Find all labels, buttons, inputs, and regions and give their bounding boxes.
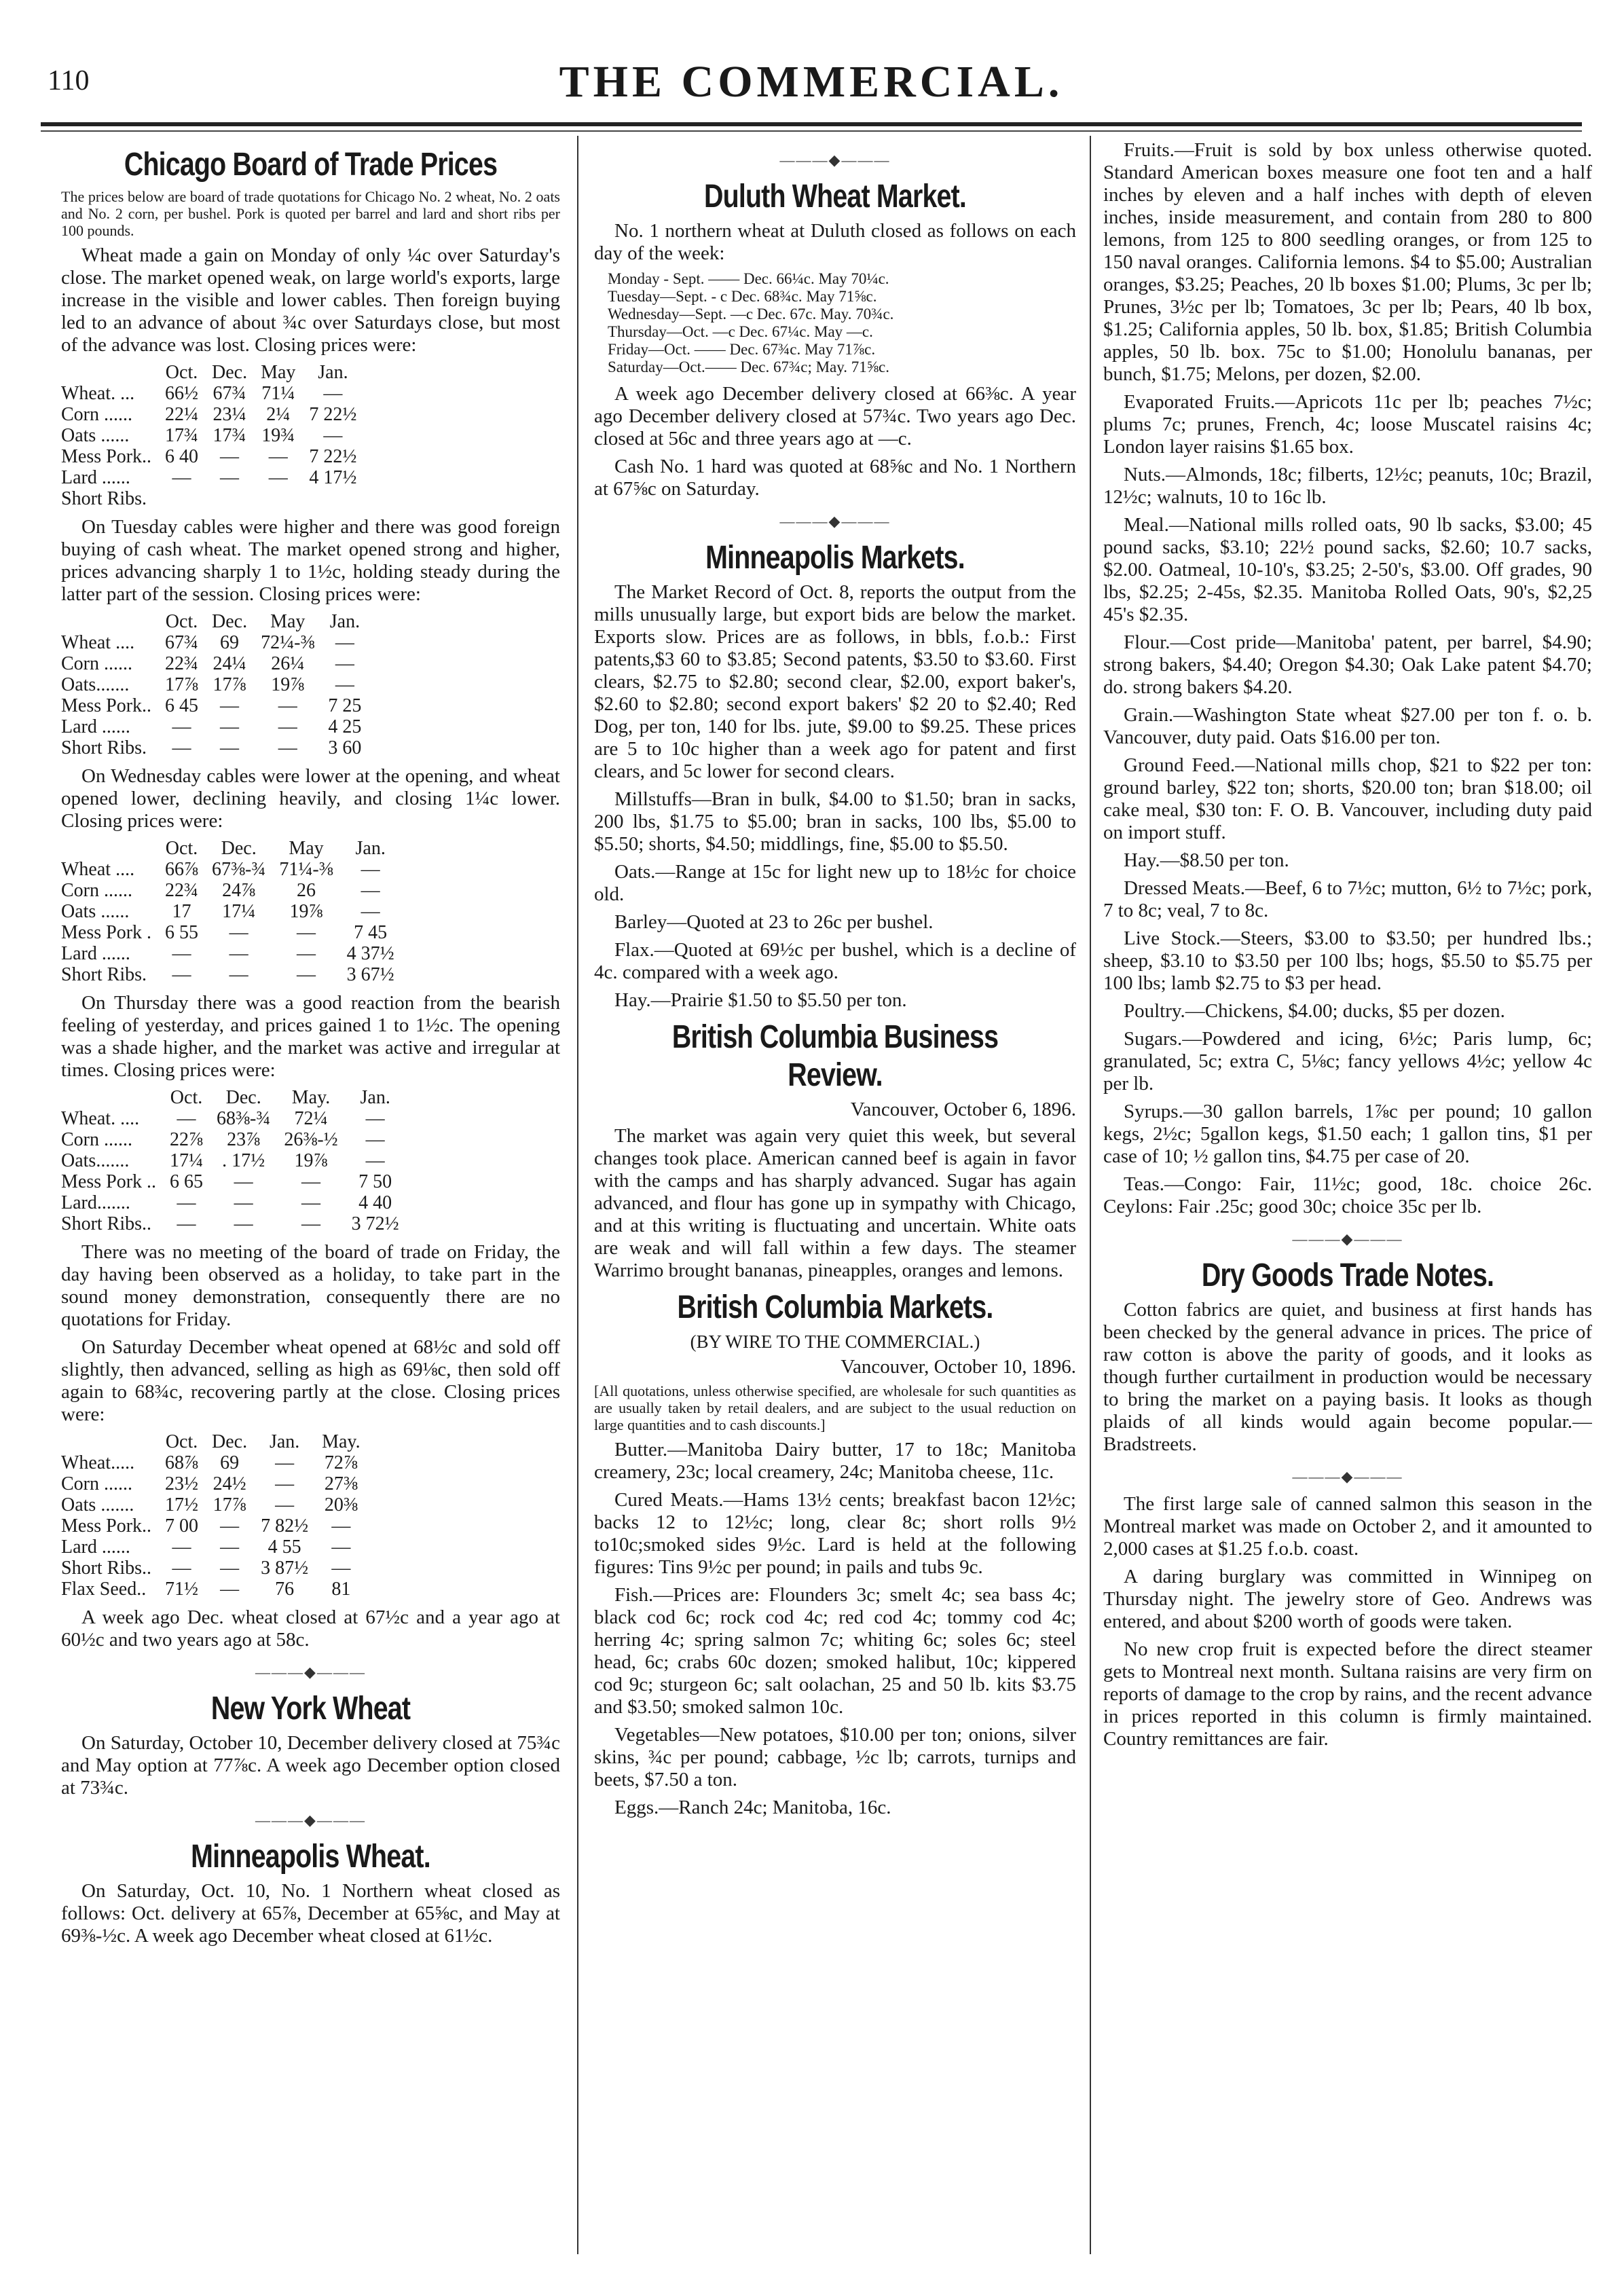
list-item: Monday - Sept. —— Dec. 66¼c. May 70¼c. <box>608 270 889 287</box>
price-cell: 17⅞ <box>165 674 199 695</box>
table-row <box>61 383 363 404</box>
column-header: Oct. <box>165 1431 198 1452</box>
bc-review-text: The market was again very quiet this week, but several changes took place. American canned beef is again in favor with the camps and has sharply advanced. Sugar has again advanced, and flour has gone up in sympathy with Chicago, and at this writing is fluctuating and uncertain. White oats are weak and will fall within a few days. The steamer Warrimo brought bananas, pineapples, oranges and lemons. <box>594 1125 1076 1281</box>
mpls-markets-p4: Barley—Quoted at 23 to 26c per bushel. <box>614 911 934 933</box>
table-row <box>61 425 363 446</box>
price-cell: — <box>331 1515 351 1537</box>
commodity-name: Oats....... <box>61 674 130 695</box>
bc-item-vegetables: Vegetables—New potatoes, $10.00 per ton; onions, silver skins, ¾c per pound; cabbage, ½c lb; carrots, turnips and beets, $7.50 a ton. <box>594 1724 1076 1790</box>
commodity-name: Corn ...... <box>61 404 132 425</box>
dry-goods-p4: No new crop fruit is expected before the direct steamer gets to Montreal next month. Sultana raisins are very firm on reports of damage to the crop by rains, and the recent advance in prices reported in this column is firmly maintained. Country remittances are fair. <box>1103 1638 1592 1750</box>
price-cell: — <box>331 1537 351 1558</box>
price-cell: — <box>278 716 297 737</box>
price-cell: 22¾ <box>165 880 199 901</box>
column-header: Oct. <box>165 362 198 383</box>
dry-goods-p1: Cotton fabrics are quiet, and business at first hands has been checked by the general advance in prices. The price of raw cotton is above the parity of goods, and it looks as though further curtailment in production would be necessary to bring the market on a paying basis. It looks as though plaids of all kinds would again become popular.—Bradstreets. <box>1103 1299 1592 1455</box>
price-cell: 17¼ <box>222 901 256 922</box>
chicago-tuesday: On Tuesday cables were higher and there was good foreign buying of cash wheat. The market opened strong and higher, prices advancing sharply 1 to 1½c, holding steady during the latter part of the session. Closing prices were: <box>61 516 560 605</box>
price-cell: 68⅜-¾ <box>217 1108 271 1129</box>
bc-item-ground-feed: Ground Feed.—National mills chop, $21 to $22 per ton: ground barley, $22 ton; shorts, $20.00 ton; bran $18.00; oil cake meal, $30 ton: F. O. B. Vancouver, including duty paid on import stuff. <box>1103 754 1592 843</box>
duluth-p1: A week ago December delivery closed at 66⅜c. A year ago December delivery closed at 57¾c. Two years ago Dec. closed at 56c and three years ago at —c. <box>594 383 1076 449</box>
commodity-name: Lard ...... <box>61 716 130 737</box>
price-cell: 17⅞ <box>213 674 246 695</box>
commodity-name: Short Ribs.. <box>61 1558 152 1579</box>
price-cell: — <box>297 943 316 964</box>
price-cell: 19⅞ <box>294 1150 328 1171</box>
price-cell: 23⅞ <box>227 1129 261 1150</box>
commodity-name: Lard ...... <box>61 1537 130 1558</box>
price-cell: 69 <box>220 632 240 653</box>
table-row <box>61 404 363 425</box>
table-row <box>61 880 401 901</box>
commodity-name: Short Ribs. <box>61 964 147 985</box>
table-row <box>61 922 401 943</box>
price-cell: — <box>335 674 354 695</box>
price-cell: — <box>172 943 191 964</box>
price-cell: 71¼ <box>261 383 295 404</box>
commodity-name: Oats ....... <box>61 1494 134 1515</box>
price-cell: — <box>234 1192 253 1213</box>
bc-item-live-stock: Live Stock.—Steers, $3.00 to $3.50; per hundred lbs.; sheep, $3.10 to $3.50 per 100 lbs; hogs, $5.50 to $5.75 per 100 lbs; lamb $2.75 to $3 per head. <box>1103 927 1592 994</box>
price-cell <box>158 488 205 509</box>
column-1 <box>61 139 560 2251</box>
price-cell: 17¾ <box>213 425 246 446</box>
price-cell: 4 25 <box>328 716 362 737</box>
bc-markets-note: [All quotations, unless otherwise specified, are wholesale for such quantities as are usually taken by retail dealers, and are subject to the usual reduction on large quantities and to cash discounts.] <box>594 1382 1076 1433</box>
price-cell: 17⅞ <box>213 1494 246 1515</box>
dry-goods-p2: The first large sale of canned salmon this season in the Montreal market was made on October 2, and it amounted to 2,000 cases at $1.25 f.o.b. coast. <box>1103 1493 1592 1560</box>
table-row <box>61 632 368 653</box>
price-cell: — <box>323 425 343 446</box>
price-cell: 71½ <box>165 1579 199 1600</box>
bc-review-title: British Columbia Business Review. <box>671 1019 999 1093</box>
price-cell: — <box>177 1108 196 1129</box>
commodity-name: Flax Seed.. <box>61 1579 147 1600</box>
price-cell: 71¼-⅜ <box>279 859 333 880</box>
column-header: Oct. <box>165 838 198 859</box>
bc-item-butter: Butter.—Manitoba Dairy butter, 17 to 18c; Manitoba creamery, 23c; local creamery, 24c; Manitoba cheese, 11c. <box>594 1439 1076 1483</box>
bc-item-meal: Meal.—National mills rolled oats, 90 lb sacks, $3.00; 45 pound sacks, $3.10; 22½ pound sacks, $2.60; 10.7 sacks, $2.00. Oatmeal, 10-10's, $3.25; 2-50's, $3.00. Off grades, 90 lbs, $2.25; 2-45s, $2.35. Manitoba Rolled Oats, 90's, $2,25 45's $2.35. <box>1103 514 1592 625</box>
chicago-monday: Wheat made a gain on Monday of only ¼c over Saturday's close. The market opened weak, on large world's exports, large increase in the visible and lower cables. Then foreign buying led to an advance of about ¾c over Saturdays close, but most of the advance was lost. Closing prices were: <box>61 244 560 356</box>
price-cell: 7 00 <box>165 1515 199 1537</box>
column-rule <box>1090 136 1091 2254</box>
price-cell: 4 17½ <box>309 467 357 488</box>
price-cell: — <box>220 737 240 758</box>
table-row <box>61 1192 406 1213</box>
chicago-wednesday: On Wednesday cables were lower at the opening, and wheat opened lower, declining heavily, and closing 1¼c lower. Closing prices were: <box>61 765 560 832</box>
table-row <box>61 446 363 467</box>
commodity-name: Oats....... <box>61 1150 130 1171</box>
price-cell: — <box>172 716 191 737</box>
price-cell: — <box>172 467 191 488</box>
price-cell: — <box>301 1213 320 1234</box>
price-cell <box>302 488 363 509</box>
chicago-end: A week ago Dec. wheat closed at 67½c and a year ago at 60½c and two years ago at 58c. <box>61 1606 560 1651</box>
price-cell: 24⅞ <box>222 880 256 901</box>
commodity-name: Corn ...... <box>61 880 132 901</box>
column-header: Dec. <box>225 1087 261 1108</box>
bc-item-fish: Fish.—Prices are: Flounders 3c; smelt 4c; sea bass 4c; black cod 6c; rock cod 4c; red cod 4c; tommy cod 4c; herring 4c; spring salmon 7c; whiting 6c; soles 6c; steel head, 6c; crabs 60c dozen; smoked halibut, 10c; kippered cod 9c; sturgeon 6c; salt oolachan, 25 and 50 lb. kits $3.75 and $3.50; smoked salmon 10c. <box>594 1584 1076 1718</box>
column-header <box>61 611 158 632</box>
price-cell: 3 72½ <box>351 1213 399 1234</box>
price-cell: — <box>268 446 288 467</box>
column-header: Oct. <box>165 611 198 632</box>
price-cell: — <box>234 1171 253 1192</box>
column-header: Jan. <box>329 611 361 632</box>
price-table-thursday <box>61 1087 406 1234</box>
list-item: Tuesday—Sept. - c Dec. 68¾c. May 71⅝c. <box>608 288 877 305</box>
column-header: Jan. <box>355 838 386 859</box>
price-cell: 19⅞ <box>289 901 323 922</box>
price-cell: — <box>220 716 240 737</box>
price-cell: — <box>172 1537 191 1558</box>
price-cell: — <box>361 880 380 901</box>
price-cell: 6 40 <box>165 446 199 467</box>
price-cell: — <box>220 1579 240 1600</box>
section-divider: ———◆——— <box>255 1663 366 1680</box>
price-cell: — <box>177 1192 196 1213</box>
duluth-intro: No. 1 northern wheat at Duluth closed as follows on each day of the week: <box>594 220 1076 264</box>
section-divider: ———◆——— <box>779 513 891 530</box>
price-cell: — <box>220 1537 240 1558</box>
commodity-name: Lard....... <box>61 1192 130 1213</box>
mpls-markets-p3: Oats.—Range at 15c for light new up to 18½c for choice old. <box>594 861 1076 905</box>
column-header: Jan. <box>318 362 348 383</box>
price-cell: 7 22½ <box>309 404 357 425</box>
price-cell: — <box>335 653 354 674</box>
price-cell: 3 60 <box>328 737 362 758</box>
table-row <box>61 1129 406 1150</box>
table-row <box>61 674 368 695</box>
list-item: Saturday—Oct.—— Dec. 67¾c; May. 71⅝c. <box>608 358 889 375</box>
table-row <box>61 964 401 985</box>
price-cell: — <box>172 737 191 758</box>
column-header: Dec. <box>212 362 248 383</box>
price-cell: 3 87½ <box>261 1558 309 1579</box>
price-cell: — <box>275 1494 295 1515</box>
column-header <box>61 1431 158 1452</box>
column-header: May. <box>291 1087 331 1108</box>
price-cell: 19¾ <box>261 425 295 446</box>
commodity-name: Wheat..... <box>61 1452 135 1473</box>
list-item: Thursday—Oct. —c Dec. 67¼c. May —c. <box>608 323 873 340</box>
price-cell: 4 37½ <box>346 943 394 964</box>
commodity-name: Corn ...... <box>61 653 132 674</box>
price-cell: — <box>365 1129 385 1150</box>
price-cell: 2¼ <box>266 404 291 425</box>
commodity-name: Short Ribs. <box>61 488 147 509</box>
price-cell: 17¾ <box>165 425 199 446</box>
commodity-name: Wheat .... <box>61 859 135 880</box>
price-cell: 27⅜ <box>324 1473 358 1494</box>
table-row <box>61 653 368 674</box>
price-cell: — <box>220 467 240 488</box>
page-number: 110 <box>48 65 90 96</box>
commodity-name: Wheat .... <box>61 632 135 653</box>
chicago-title: Chicago Board of Trade Prices <box>124 147 498 183</box>
price-cell: 67⅜-¾ <box>212 859 266 880</box>
bc-item-cured-meats: Cured Meats.—Hams 13½ cents; breakfast bacon 12½c; backs 12 to 12½c; long, clear 8c; short rolls 9½ to10c;smoked sides 9½c. Lard is held at the following figures: Tins 9½c per pound; in pails and tubs 9c. <box>594 1489 1076 1578</box>
price-cell: — <box>172 964 191 985</box>
price-cell: — <box>297 922 316 943</box>
price-cell: 22⅞ <box>170 1129 204 1150</box>
price-cell: — <box>335 632 354 653</box>
price-cell: — <box>278 737 297 758</box>
table-row <box>61 737 368 758</box>
table-row <box>61 1558 367 1579</box>
price-cell: — <box>177 1213 196 1234</box>
table-row <box>61 1171 406 1192</box>
price-cell: 26⅜-½ <box>284 1129 338 1150</box>
price-cell: 69 <box>220 1452 240 1473</box>
commodity-name: Lard ...... <box>61 467 130 488</box>
price-cell: 7 22½ <box>309 446 357 467</box>
column-3 <box>1103 139 1592 2251</box>
commodity-name: Oats ...... <box>61 901 130 922</box>
price-cell: 3 67½ <box>346 964 394 985</box>
price-cell: 72¼ <box>294 1108 328 1129</box>
column-header: Dec. <box>212 1431 248 1452</box>
table-header-row <box>61 1431 367 1452</box>
commodity-name: Mess Pork . <box>61 922 152 943</box>
table-row <box>61 1150 406 1171</box>
price-cell: 23½ <box>165 1473 199 1494</box>
price-cell: — <box>229 943 248 964</box>
table-header-row <box>61 362 363 383</box>
bc-item-dressed-meats: Dressed Meats.—Beef, 6 to 7½c; mutton, 6½ to 7½c; pork, 7 to 8c; veal, 7 to 8c. <box>1103 877 1592 921</box>
price-cell: 20⅜ <box>324 1494 358 1515</box>
price-cell: 24¼ <box>213 653 246 674</box>
price-cell: 72¼-⅜ <box>261 632 315 653</box>
price-cell: 7 25 <box>328 695 362 716</box>
mpls-markets-p1: The Market Record of Oct. 8, reports the output from the mills unusually large, but export bids are below the market. Exports slow. Prices are as follows, in bbls, f.o.b.: First patents,$3 60 to $3.85; Second patents, $3.50 to $3.60. First clears, $2.75 to $2.80; second clear, $2.00, export baker's, $2.60 to $2.80; second export bakers' $2 20 to $2.40; Red Dog, per ton, 140 for lbs. jute, $9.00 to $9.25. These prices are 5 to 10c higher than a week ago for patent and first clears, and 5c lower for second clears. <box>594 581 1076 782</box>
price-cell: — <box>220 695 240 716</box>
price-cell: 4 55 <box>267 1537 301 1558</box>
column-header: Jan. <box>269 1431 300 1452</box>
commodity-name: Oats ...... <box>61 425 130 446</box>
ny-wheat-title: New York Wheat <box>210 1691 411 1727</box>
bc-item-sugars: Sugars.—Powdered and icing, 6½c; Paris lump, 6c; granulated, 5c; extra C, 5⅛c; fancy yellows 4½c; yellow 4c per lb. <box>1103 1028 1592 1095</box>
column-2 <box>594 139 1076 2251</box>
commodity-name: Mess Pork.. <box>61 446 152 467</box>
bc-review-dateline: Vancouver, October 6, 1896. <box>850 1099 1076 1120</box>
mpls-markets-title: Minneapolis Markets. <box>705 540 965 576</box>
column-header: Dec. <box>212 611 248 632</box>
price-cell: 17¼ <box>170 1150 204 1171</box>
commodity-name: Short Ribs. <box>61 737 147 758</box>
price-cell: — <box>234 1213 253 1234</box>
mpls-markets-p6: Hay.—Prairie $1.50 to $5.50 per ton. <box>614 989 907 1011</box>
commodity-name: Short Ribs.. <box>61 1213 152 1234</box>
table-row <box>61 488 363 509</box>
price-cell: 23¼ <box>213 404 246 425</box>
price-cell: 76 <box>275 1579 295 1600</box>
price-cell: 17 <box>172 901 191 922</box>
price-cell: 68⅞ <box>165 1452 199 1473</box>
price-cell: — <box>275 1473 295 1494</box>
price-cell: — <box>275 1452 295 1473</box>
page-header <box>41 51 1582 132</box>
price-cell: — <box>297 964 316 985</box>
price-table-tuesday <box>61 611 368 758</box>
list-item: Wednesday—Sept. —c Dec. 67c. May. 70¾c. <box>608 306 894 323</box>
table-row <box>61 901 401 922</box>
bc-item-grain: Grain.—Washington State wheat $27.00 per ton f. o. b. Vancouver, duty paid. Oats $16.00 per ton. <box>1103 704 1592 748</box>
chicago-saturday: On Saturday December wheat opened at 68½c and sold off slightly, then advanced, selling as high as 69⅛c, then sold off again to 68¾c, recovering partly at the close. Closing prices were: <box>61 1336 560 1425</box>
list-item: Friday—Oct. —— Dec. 67¾c. May 71⅞c. <box>608 341 876 358</box>
price-cell: 81 <box>331 1579 351 1600</box>
table-row <box>61 695 368 716</box>
price-cell: 6 55 <box>165 922 199 943</box>
price-cell: 7 45 <box>354 922 388 943</box>
price-cell: 17½ <box>165 1494 199 1515</box>
table-row <box>61 716 368 737</box>
price-cell: 72⅞ <box>324 1452 358 1473</box>
price-cell: . 17½ <box>222 1150 265 1171</box>
section-divider: ———◆——— <box>1292 1230 1403 1247</box>
table-row <box>61 1515 367 1537</box>
price-cell: 7 82½ <box>261 1515 309 1537</box>
bc-item-teas: Teas.—Congo: Fair, 11½c; good, 18c. choice 26c. Ceylons: Fair .25c; good 30c; choice 35c per lb. <box>1103 1173 1592 1217</box>
bc-item-fruits: Fruits.—Fruit is sold by box unless otherwise quoted. Standard American boxes measure one foot ten and a half inches by eleven and a half inches with depth of eleven inches, inside measurement, and contain from 280 to 800 lemons, from 125 to 800 seedling oranges, or from 125 to 150 naval oranges. California lemons. $4 to $5.00; Australian oranges, $3.25; Peaches, 20 lb boxes $1.00; Plums, 3c per lb; Prunes, 3½c per lb; Tomatoes, 3c per lb; Pears, 40 lb box, $1.25; California apples, 50 lb. box, $1.85; British Columbia apples, 50 lb. box. 75c to $1.00; Honolulu bananas, per bunch, $1.75; Melons, per dozen, $2.00. <box>1103 139 1592 385</box>
column-header: May <box>289 838 324 859</box>
price-cell: 22¼ <box>165 404 199 425</box>
table-header-row <box>61 838 401 859</box>
price-table-wednesday <box>61 838 401 985</box>
commodity-name: Lard ...... <box>61 943 130 964</box>
table-row <box>61 943 401 964</box>
price-cell: — <box>172 1558 191 1579</box>
dry-goods-title: Dry Goods Trade Notes. <box>1201 1257 1494 1293</box>
price-cell: 6 65 <box>170 1171 204 1192</box>
column-rule <box>577 136 578 2254</box>
table-row <box>61 467 363 488</box>
price-cell: — <box>278 695 297 716</box>
price-cell: 26¼ <box>271 653 305 674</box>
price-cell: — <box>365 1108 385 1129</box>
bc-markets-dateline: Vancouver, October 10, 1896. <box>841 1356 1076 1378</box>
column-header: May <box>270 611 306 632</box>
section-divider: ———◆——— <box>1292 1468 1403 1485</box>
column-header: May <box>261 362 296 383</box>
price-cell: — <box>229 964 248 985</box>
table-header-row <box>61 611 368 632</box>
price-cell: — <box>220 446 240 467</box>
price-cell: 24½ <box>213 1473 246 1494</box>
column-header: May. <box>322 1431 361 1452</box>
price-cell <box>205 488 254 509</box>
dry-goods-p3: A daring burglary was committed in Winnipeg on Thursday night. The jewelry store of Geo. Andrews was entered, and about $200 worth of goods were taken. <box>1103 1566 1592 1632</box>
price-cell <box>254 488 302 509</box>
table-row <box>61 1108 406 1129</box>
price-cell: 19⅞ <box>271 674 305 695</box>
price-cell: — <box>331 1558 351 1579</box>
commodity-name: Mess Pork .. <box>61 1171 157 1192</box>
bc-item-flour: Flour.—Cost pride—Manitoba' patent, per barrel, $4.90; strong bakers, $4.40; Oregon $4.30; Oak Lake patent $4.70; do. strong bakers $4.20. <box>1103 631 1592 698</box>
section-divider: ———◆——— <box>779 151 891 168</box>
price-cell: — <box>361 901 380 922</box>
price-cell: — <box>229 922 248 943</box>
duluth-p2: Cash No. 1 hard was quoted at 68⅝c and No. 1 Northern at 67⅝c on Saturday. <box>594 456 1076 500</box>
price-cell: 7 50 <box>358 1171 392 1192</box>
bc-item-eggs: Eggs.—Ranch 24c; Manitoba, 16c. <box>614 1797 891 1818</box>
price-cell: — <box>220 1558 240 1579</box>
table-row <box>61 1579 367 1600</box>
table-row <box>61 1494 367 1515</box>
price-cell: — <box>361 859 380 880</box>
bc-markets-title: British Columbia Markets. <box>677 1289 993 1325</box>
column-header: Oct. <box>170 1087 203 1108</box>
table-row <box>61 1213 406 1234</box>
price-cell: 66½ <box>165 383 199 404</box>
mpls-wheat-title: Minneapolis Wheat. <box>191 1839 430 1875</box>
bc-item-hay: Hay.—$8.50 per ton. <box>1124 849 1289 871</box>
column-header <box>61 1087 163 1108</box>
price-cell: 67¾ <box>213 383 246 404</box>
price-cell: — <box>323 383 343 404</box>
mpls-markets-p5: Flax.—Quoted at 69½c per bushel, which is a decline of 4c. compared with a week ago. <box>594 939 1076 983</box>
table-row <box>61 1537 367 1558</box>
commodity-name: Wheat. ... <box>61 383 135 404</box>
price-table-monday <box>61 362 363 509</box>
price-cell: 4 40 <box>358 1192 392 1213</box>
price-cell: — <box>365 1150 385 1171</box>
chicago-note: The prices below are board of trade quotations for Chicago No. 2 wheat, No. 2 oats and No. 2 corn, per bushel. Pork is quoted per barrel and lard and short ribs per 100 pounds. <box>61 188 560 239</box>
commodity-name: Mess Pork.. <box>61 695 152 716</box>
column-header <box>61 362 158 383</box>
table-row <box>61 1473 367 1494</box>
commodity-name: Wheat. .... <box>61 1108 140 1129</box>
price-cell: — <box>268 467 288 488</box>
bc-item-syrups: Syrups.—30 gallon barrels, 1⅞c per pound; 10 gallon kegs, 2½c; 5gallon kegs, $1.50 each; 1 gallon tins, $1 per case of 10; ½ gallon tins, $4.75 per case of 20. <box>1103 1101 1592 1167</box>
bc-item-nuts: Nuts.—Almonds, 18c; filberts, 12½c; peanuts, 10c; Brazil, 12½c; walnuts, 10 to 16c lb. <box>1103 464 1592 508</box>
duluth-title: Duluth Wheat Market. <box>704 179 966 215</box>
column-header: Dec. <box>221 838 257 859</box>
masthead: THE COMMERCIAL. <box>559 57 1064 107</box>
price-table-saturday <box>61 1431 367 1600</box>
price-cell: 66⅞ <box>165 859 199 880</box>
commodity-name: Corn ...... <box>61 1473 132 1494</box>
mpls-wheat-text: On Saturday, Oct. 10, No. 1 Northern wheat closed as follows: Oct. delivery at 65⅞, December at 65⅝c, and May at 69⅜-½c. A week ago December wheat closed at 61½c. <box>61 1880 560 1947</box>
price-cell: 22¾ <box>165 653 199 674</box>
price-cell: 26 <box>297 880 316 901</box>
price-cell: — <box>220 1515 240 1537</box>
table-row <box>61 1452 367 1473</box>
header-rule-thin <box>41 130 1582 132</box>
chicago-friday: There was no meeting of the board of trade on Friday, the day having been observed as a holiday, to take part in the sound money demonstration, consequently there are no quotations for Friday. <box>61 1241 560 1330</box>
commodity-name: Mess Pork.. <box>61 1515 152 1537</box>
commodity-name: Corn ...... <box>61 1129 132 1150</box>
table-row <box>61 859 401 880</box>
table-header-row <box>61 1087 406 1108</box>
section-divider: ———◆——— <box>255 1812 366 1828</box>
ny-wheat-text: On Saturday, October 10, December delivery closed at 75¾c and May option at 77⅞c. A week ago December option closed at 73¾c. <box>61 1732 560 1799</box>
chicago-thursday: On Thursday there was a good reaction from the bearish feeling of yesterday, and prices gained 1 to 1½c. The opening was a shade higher, and the market was active and irregular at times. Closing prices were: <box>61 992 560 1081</box>
header-rule <box>41 122 1582 126</box>
column-header <box>61 838 158 859</box>
bc-item-evaporated: Evaporated Fruits.—Apricots 11c per lb; peaches 7½c; plums 7c; prunes, French, 4c; loose Muscatel raisins 4c; London layer raisins $1.65 box. <box>1103 391 1592 458</box>
price-cell: 6 45 <box>165 695 199 716</box>
duluth-daily-list <box>608 270 1076 376</box>
mpls-markets-p2: Millstuffs—Bran in bulk, $4.00 to $1.50; bran in sacks, 200 lbs, $1.75 to $5.00; bran in sacks, 100 lbs, $5.00 to $5.50; shorts, $4.50; middlings, fine, $5.00 to $5.50. <box>594 788 1076 855</box>
bc-item-poultry: Poultry.—Chickens, $4.00; ducks, $5 per dozen. <box>1124 1000 1505 1022</box>
price-cell: 67¾ <box>165 632 199 653</box>
price-cell: — <box>301 1171 320 1192</box>
column-header: Jan. <box>360 1087 390 1108</box>
price-cell: — <box>301 1192 320 1213</box>
bc-markets-byline: (BY WIRE TO THE COMMERCIAL.) <box>690 1331 980 1352</box>
